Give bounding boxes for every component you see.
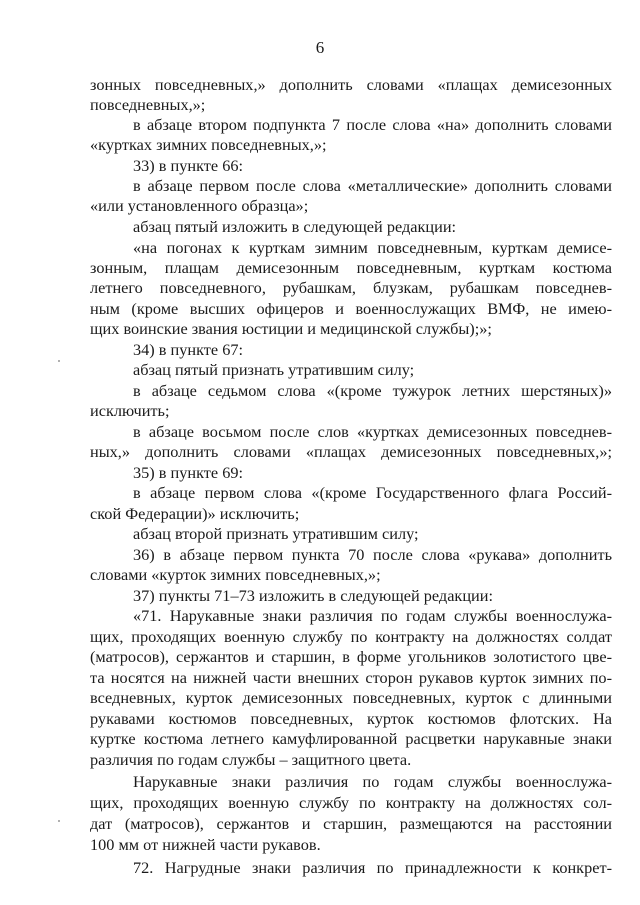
scan-speck xyxy=(58,360,60,362)
text-line: «или установленного образца»; xyxy=(90,196,309,215)
scan-speck xyxy=(58,820,60,822)
text-line: ской Федерации)» исключить; xyxy=(90,504,300,523)
text-line: 36) в абзаце первом пункта 70 после слова «рукава» дополнить xyxy=(133,545,612,564)
text-line: в абзаце седьмом слова «(кроме тужурок летних шерстяных)» xyxy=(133,381,612,400)
text-line: дат (матросов), сержантов и старшин, размещаются на расстоянии xyxy=(90,814,612,833)
text-line: «на погонах к курткам зимним повседневным, курткам демисе- xyxy=(133,238,612,257)
text-line: 100 мм от нижней части рукавов. xyxy=(90,835,321,854)
text-line: абзац пятый изложить в следующей редакции: xyxy=(133,217,457,236)
text-line: та носятся на нижней части внешних сторон рукавов курток зимних по- xyxy=(90,668,612,687)
text-line: куртке костюма летнего камуфлированной расцветки нарукавные знаки xyxy=(90,729,612,748)
text-line: (матросов), сержантов и старшин, в форме угольников золотистого цве- xyxy=(90,647,612,666)
text-line: вседневных, курток демисезонных повседневных, курток с длинными xyxy=(90,688,612,707)
text-line: 33) в пункте 66: xyxy=(133,156,244,175)
text-line: в абзаце втором подпункта 7 после слова «на» дополнить словами xyxy=(133,115,612,134)
text-line: рукавами костюмов повседневных, курток костюмов флотских. На xyxy=(90,709,612,728)
text-line: в абзаце восьмом после слов «куртках демисезонных повседнев- xyxy=(133,422,612,441)
text-line: Нарукавные знаки различия по годам службы военнослужа- xyxy=(133,772,612,791)
text-line: «71. Нарукавные знаки различия по годам службы военнослужа- xyxy=(133,606,612,625)
text-line: летнего повседневного, рубашкам, блузкам, рубашкам повседнев- xyxy=(90,278,612,297)
text-line: абзац пятый признать утратившим силу; xyxy=(133,360,415,379)
text-line: абзац второй признать утратившим силу; xyxy=(133,524,419,543)
text-line: ных,» дополнить словами «плащах демисезонных повседневных,»; xyxy=(90,442,612,461)
text-line: ным (кроме высших офицеров и военнослужащих ВМФ, не имею- xyxy=(90,299,612,318)
text-line: щих, проходящих военную службу по контракту на должностях солдат xyxy=(90,627,612,646)
text-line: в абзаце первом после слова «металлические» дополнить словами xyxy=(133,176,612,195)
text-line: словами «курток зимних повседневных,»; xyxy=(90,565,381,584)
text-line: исключить; xyxy=(90,401,170,420)
text-line: 72. Нагрудные знаки различия по принадлежности к конкрет- xyxy=(133,858,612,877)
text-line: зонных повседневных,» дополнить словами «плащах демисезонных xyxy=(90,75,612,94)
page-number: 6 xyxy=(315,38,325,57)
text-line: зонным, плащам демисезонным повседневным, курткам костюма xyxy=(90,258,612,277)
text-line: различия по годам службы – защитного цвета. xyxy=(90,750,412,769)
text-line: щих, проходящих военную службу по контракту на должностях сол- xyxy=(90,793,612,812)
text-line: 37) пункты 71–73 изложить в следующей редакции: xyxy=(133,586,493,605)
text-line: 34) в пункте 67: xyxy=(133,340,244,359)
text-line: «куртках зимних повседневных,»; xyxy=(90,135,327,154)
text-line: 35) в пункте 69: xyxy=(133,463,244,482)
text-line: повседневных,»; xyxy=(90,95,206,114)
text-line: щих воинские звания юстиции и медицинской службы);»; xyxy=(90,319,492,338)
text-line: в абзаце первом слова «(кроме Государственного флага Россий- xyxy=(133,483,612,502)
